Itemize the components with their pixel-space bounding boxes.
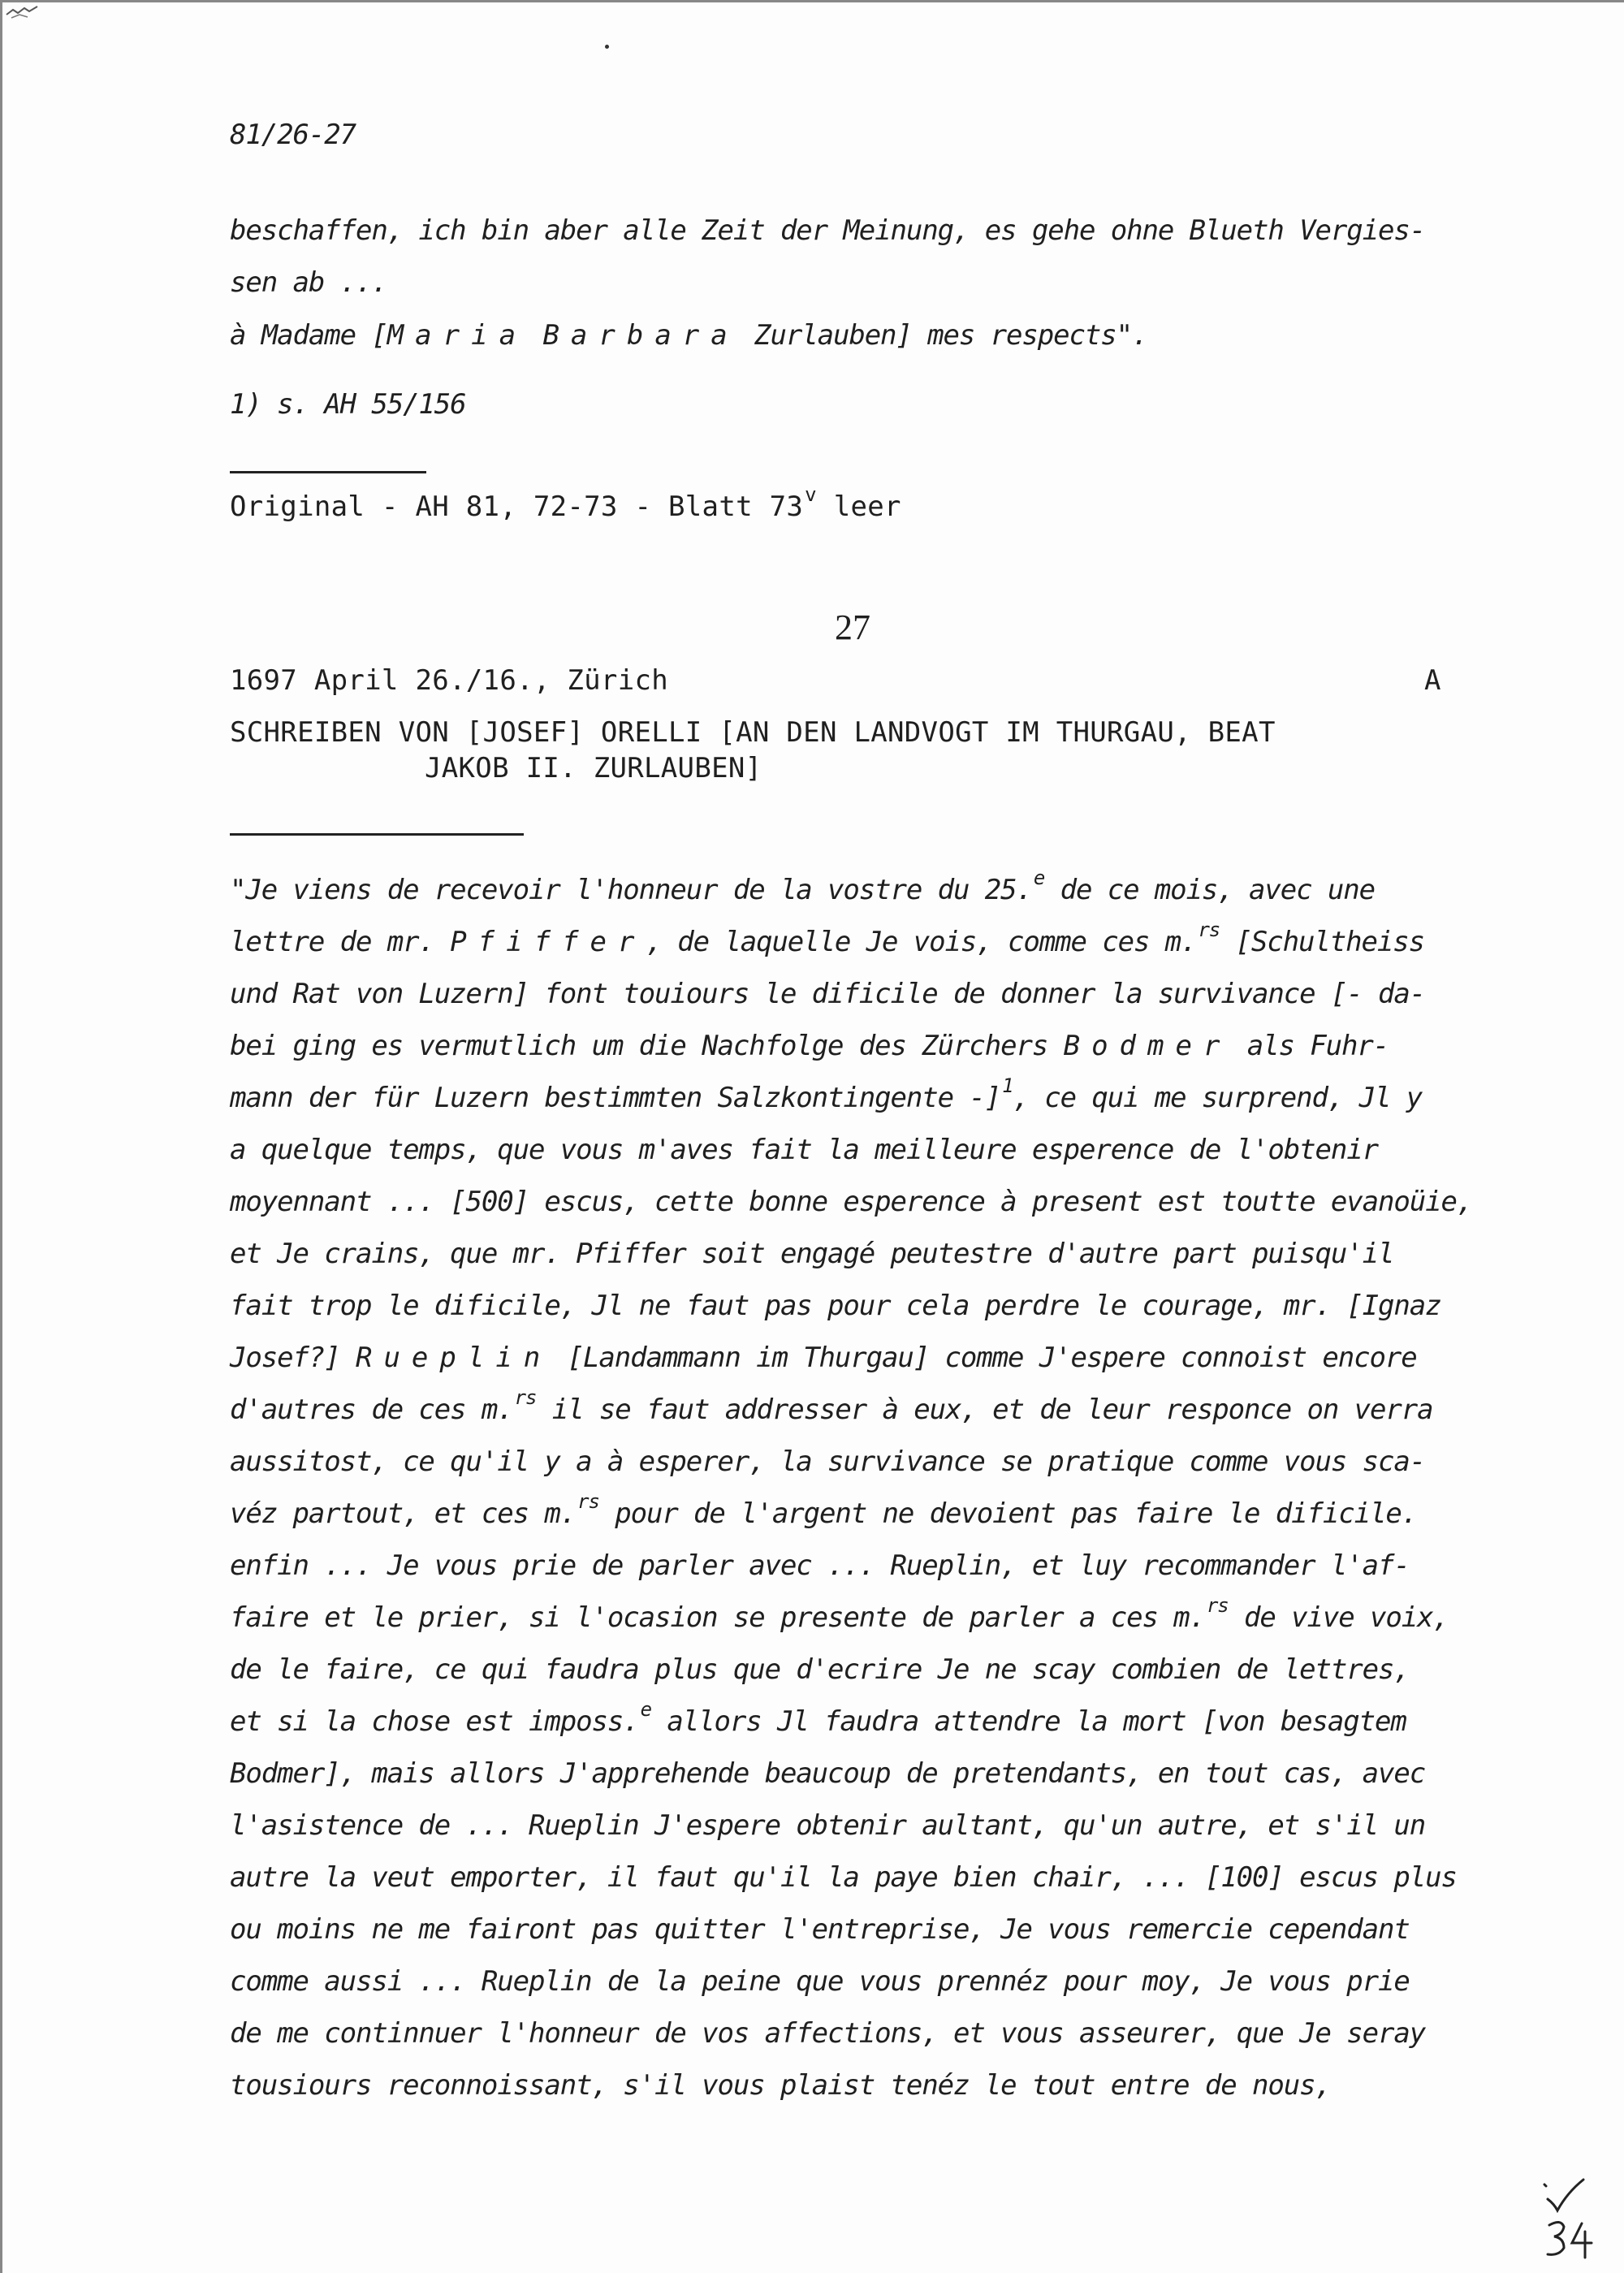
- continuation-line-1: beschaffen, ich bin aber alle Zeit der Meinung, es gehe ohne Blueth Vergies-: [230, 214, 1426, 247]
- body-line: Josef?] Rueplin [Landammann im Thurgau] comme J'espere connoist encore: [230, 1342, 1417, 1374]
- document-title-line-1: SCHREIBEN VON [JOSEF] ORELLI [AN DEN LANDVOGT IM THURGAU, BEAT: [230, 716, 1276, 749]
- body-line: faire et le prier, si l'ocasion se presente de parler a ces m.$^{rs}$ de vive voix,: [230, 1593, 1449, 1634]
- body-line: autre la veut emporter, il faut qu'il la paye bien chair, ... [100] escus plus: [230, 1861, 1457, 1894]
- body-line: d'autres de ces m.$^{rs}$ il se faut addresser à eux, et de leur responce on verra: [230, 1385, 1433, 1426]
- body-line: de me continnuer l'honneur de vos affections, et vous asseurer, que Je seray: [230, 2017, 1426, 2050]
- body-line: Bodmer], mais allors J'apprehende beaucoup de pretendants, en tout cas, avec: [230, 1757, 1426, 1790]
- scan-border-left: [0, 0, 2, 2273]
- body-line: a quelque temps, que vous m'aves fait la meilleure esperence de l'obtenir: [230, 1134, 1378, 1166]
- document-title-line-2: JAKOB II. ZURLAUBEN]: [425, 752, 762, 784]
- body-line: et si la chose est imposs.$^e$ allors Jl faudra attendre la mort [von besagtem: [230, 1697, 1406, 1738]
- body-line: aussitost, ce qu'il y a à esperer, la survivance se pratique comme vous sca-: [230, 1445, 1426, 1478]
- body-line: tousiours reconnoissant, s'il vous plaist tenéz le tout entre de nous,: [230, 2069, 1331, 2102]
- handwritten-check-mark: [1540, 2176, 1605, 2266]
- scan-border-top: [0, 0, 1624, 2]
- footnote: 1) s. AH 55/156: [230, 388, 466, 421]
- body-line: fait trop le dificile, Jl ne faut pas pour cela perdre le courage, mr. [Ignaz: [230, 1290, 1441, 1322]
- source-line: Original - AH 81, 72-73 - Blatt 73$^v$ leer: [230, 482, 901, 523]
- body-line: comme aussi ... Rueplin de la peine que vous prennéz pour moy, Je vous prie: [230, 1965, 1410, 1998]
- footnote-rule: [230, 471, 426, 473]
- document-date-place: 1697 April 26./16., Zürich: [230, 664, 669, 697]
- body-line: lettre de mr. Pfiffer, de laquelle Je vois, comme ces m.$^{rs}$ [Schultheiss: [230, 918, 1424, 958]
- continuation-line-3: à Madame [Maria Barbara Zurlauben] mes respects".: [230, 319, 1148, 352]
- scan-speck: [605, 45, 609, 49]
- body-line: enfin ... Je vous prie de parler avec ... Rueplin, et luy recommander l'af-: [230, 1549, 1410, 1582]
- body-line: véz partout, et ces m.$^{rs}$ pour de l'argent ne devoient pas faire le dificile.: [230, 1489, 1418, 1530]
- body-line: und Rat von Luzern] font touiours le dificile de donner la survivance [- da-: [230, 978, 1426, 1010]
- page-reference: 81/26-27: [230, 119, 356, 151]
- body-line: de le faire, ce qui faudra plus que d'ecrire Je ne scay combien de lettres,: [230, 1653, 1410, 1686]
- document-category: A: [1424, 664, 1441, 697]
- document-number: 27: [835, 607, 870, 647]
- body-line: "Je viens de recevoir l'honneur de la vostre du 25.$^e$ de ce mois, avec une: [230, 866, 1375, 906]
- body-line: bei ging es vermutlich um die Nachfolge des Zürchers Bodmer als Fuhr-: [230, 1030, 1389, 1062]
- body-line: et Je crains, que mr. Pfiffer soit engagé peutestre d'autre part puisqu'il: [230, 1238, 1394, 1270]
- body-line: ou moins ne me fairont pas quitter l'entreprise, Je vous remercie cependant: [230, 1913, 1410, 1946]
- body-line: l'asistence de ... Rueplin J'espere obtenir aultant, qu'un autre, et s'il un: [230, 1809, 1426, 1842]
- scan-corner-mark: [5, 3, 44, 21]
- body-line: mann der für Luzern bestimmten Salzkontingente -]$^1$, ce qui me surprend, Jl y: [230, 1074, 1423, 1114]
- continuation-line-2: sen ab ...: [230, 266, 387, 299]
- body-line: moyennant ... [500] escus, cette bonne esperence à present est toutte evanoüie,: [230, 1186, 1473, 1218]
- title-rule: [230, 833, 524, 836]
